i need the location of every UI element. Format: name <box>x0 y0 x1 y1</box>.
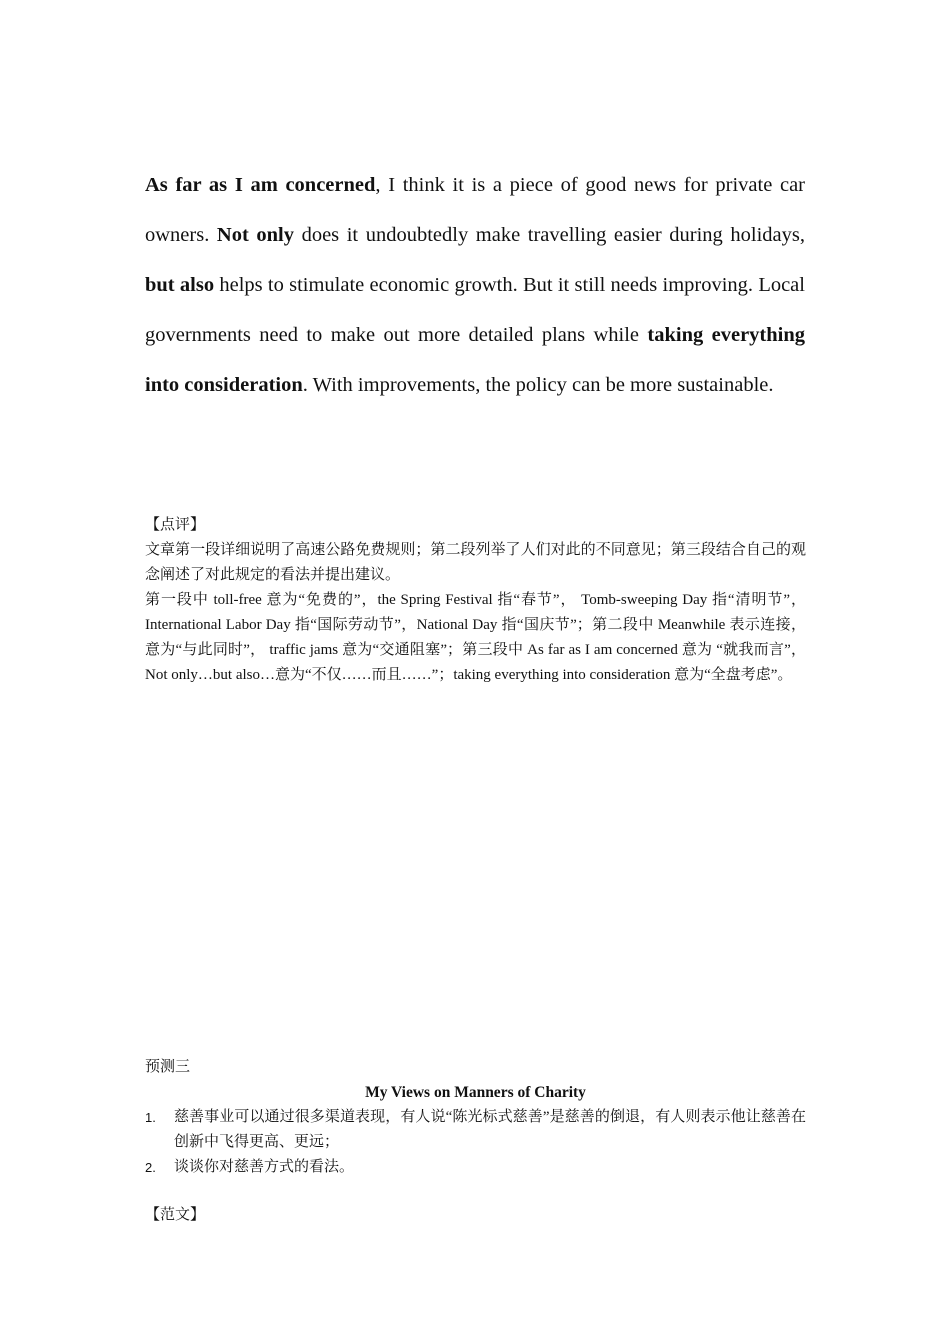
model-essay-label: 【范文】 <box>145 1207 206 1223</box>
list-item-text: 慈善事业可以通过很多渠道表现，有人说“陈光标式慈善”是慈善的倒退，有人则表示他让慈善在创新中飞得更高、更远； <box>174 1109 806 1150</box>
review-heading: 【点评】 <box>145 517 206 533</box>
list-item <box>145 1105 806 1155</box>
phrase-as-far-as: As far as I am concerned <box>145 174 376 196</box>
review-section <box>145 513 806 688</box>
task-list <box>145 1105 806 1180</box>
list-item-text: 谈谈你对慈善方式的看法。 <box>174 1159 355 1175</box>
phrase-not-only: Not only <box>216 224 294 246</box>
forecast-section <box>145 1055 806 1228</box>
essay-text-4: . With improvements, the policy can be more sustainable. <box>302 374 774 396</box>
list-item-number: 2. <box>145 1160 156 1175</box>
essay-text-2: does it undoubtedly make travelling easier during holidays, <box>293 224 805 246</box>
essay-text-3: helps to stimulate economic growth. But it still needs improving. Local governments need to make out more detailed plans while <box>145 274 805 346</box>
phrase-but-also: but also <box>145 274 215 296</box>
essay-paragraph <box>145 160 805 410</box>
essay-text-1: , I think it is a piece of good news for private car owners. <box>145 174 805 246</box>
review-paragraph-1: 文章第一段详细说明了高速公路免费规则；第二段列举了人们对此的不同意见；第三段结合自己的观念阐述了对此规定的看法并提出建议。 <box>145 542 806 583</box>
phrase-taking-everything: taking everything into consideration <box>145 324 805 396</box>
forecast-title: My Views on Manners of Charity <box>365 1084 586 1101</box>
review-paragraph-2: 第一段中 toll-free 意为“免费的”，the Spring Festival 指“春节”， Tomb-sweeping Day 指“清明节”，International Labor Day 指“国际劳动节”，National Day 指“国庆节”；第二段中 Meanwhile 表示连接，意为“与此同时”， traffic jams 意为“交通阻塞”；第三段中 As far as I am concerned 意为 “就我而言”， Not only…but also…意为“不仅……而且……”；taking everything into consideration 意为“全盘考虑”。 <box>145 592 806 683</box>
forecast-label: 预测三 <box>145 1059 191 1075</box>
list-item-number: 1. <box>145 1110 156 1125</box>
list-item <box>145 1155 806 1180</box>
